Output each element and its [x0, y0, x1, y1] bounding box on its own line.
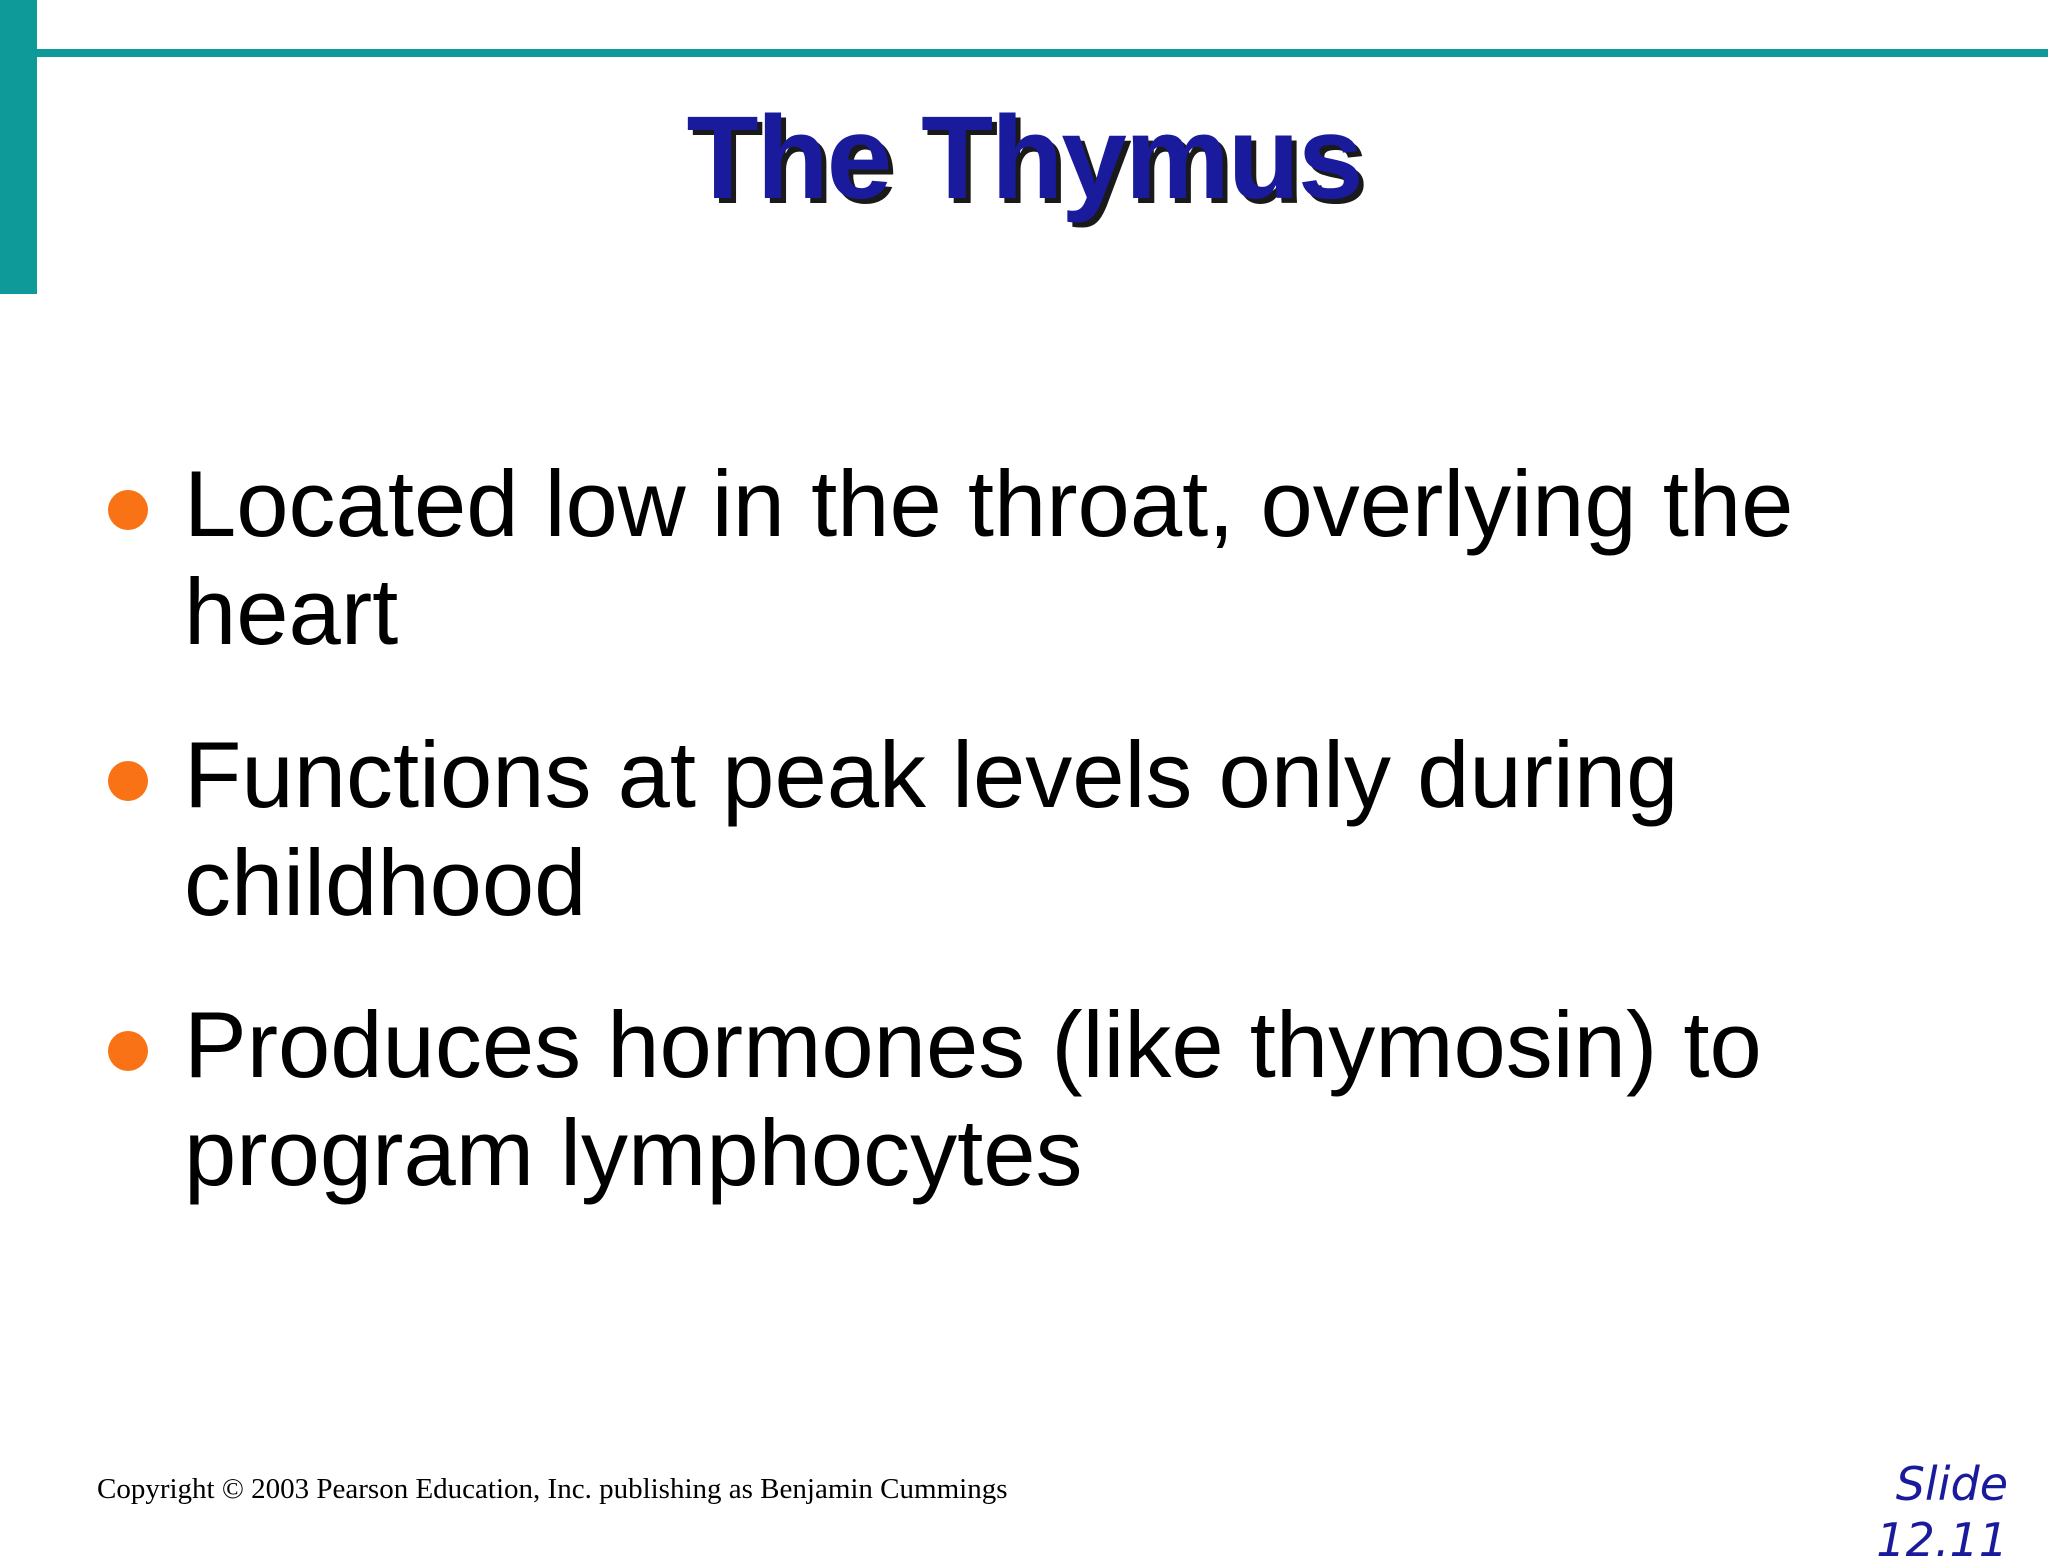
slide-number-value: 12.11 [1876, 1513, 2008, 1567]
accent-bar-horizontal [37, 49, 2048, 57]
bullet-dot-icon [108, 490, 148, 530]
bullet-dot-icon [108, 761, 148, 801]
bullet-text: Functions at peak levels only during childhood [184, 722, 1679, 935]
slide-title: The Thymus [686, 92, 1362, 224]
bullet-dot-icon [108, 1031, 148, 1071]
slide-number-label: Slide [1895, 1457, 2008, 1511]
bullet-text: Located low in the throat, overlying the heart [184, 451, 1794, 664]
copyright-notice: Copyright © 2003 Pearson Education, Inc. publishing as Benjamin Cummings [97, 1473, 1008, 1505]
bullet-text: Produces hormones (like thymosin) to program lymphocytes [184, 992, 1762, 1205]
slide-number [1876, 1456, 2008, 1568]
